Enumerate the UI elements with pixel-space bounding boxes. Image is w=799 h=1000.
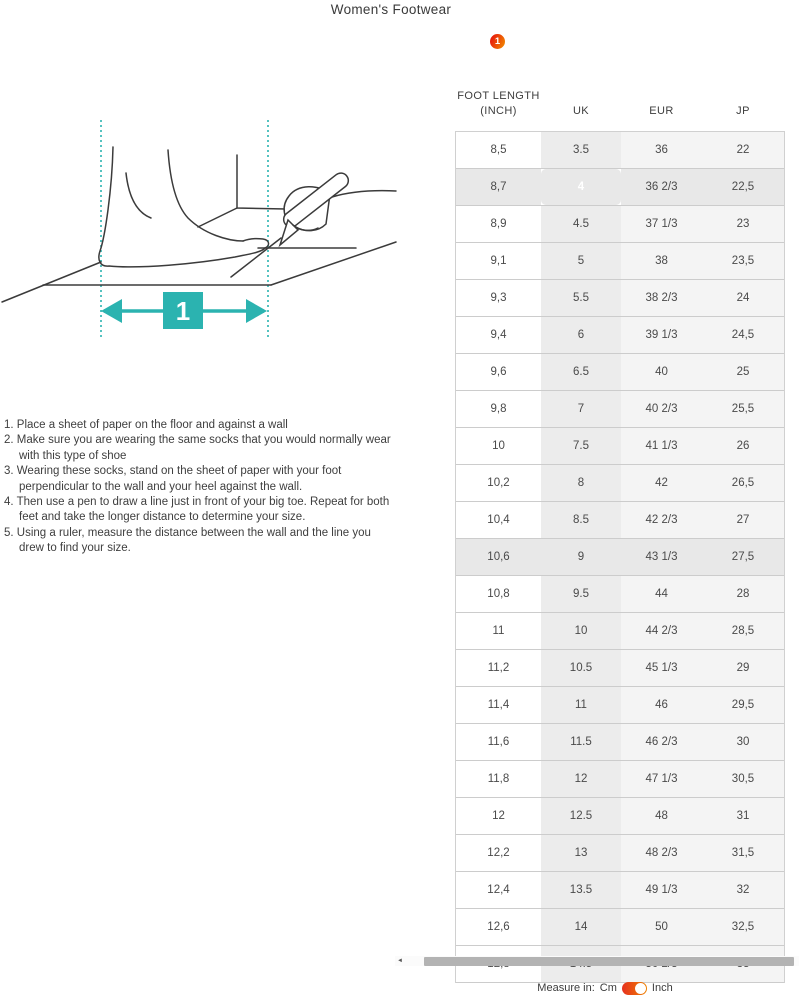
horizontal-scrollbar[interactable]: [395, 956, 799, 966]
eur-size-cell: 43 1/3: [621, 539, 702, 575]
foot-length-cell: 12: [456, 798, 541, 834]
size-table-row[interactable]: [456, 687, 784, 724]
arrow-right-head: [246, 299, 267, 323]
ankle-curve: [126, 173, 151, 218]
column-header-jp: JP: [736, 105, 750, 117]
step-1-badge: 1: [490, 34, 505, 49]
jp-size-cell: 26: [702, 428, 784, 464]
jp-size-cell: 30: [702, 724, 784, 760]
size-table-row[interactable]: [456, 169, 784, 206]
column-header-foot-length: [456, 89, 541, 119]
jp-size-cell: 23,5: [702, 243, 784, 279]
foot-length-cell: 9,8: [456, 391, 541, 427]
uk-size-cell[interactable]: 3.5: [541, 132, 621, 168]
foot-top-outline: [168, 150, 243, 241]
jp-size-cell: 28: [702, 576, 784, 612]
size-table-row[interactable]: [456, 132, 784, 169]
foot-length-cell: 11,4: [456, 687, 541, 723]
size-table-row[interactable]: [456, 872, 784, 909]
eur-size-cell: 36: [621, 132, 702, 168]
size-table-row[interactable]: [456, 317, 784, 354]
size-table-row[interactable]: [456, 280, 784, 317]
instruction-item: 3. Wearing these socks, stand on the sheet of paper with your foot perpendicular to the wall and your heel against the wall.: [4, 465, 342, 493]
uk-size-cell[interactable]: 5: [541, 243, 621, 279]
uk-size-cell[interactable]: 5.5: [541, 280, 621, 316]
size-table-row[interactable]: [456, 243, 784, 280]
jp-size-cell: 28,5: [702, 613, 784, 649]
foot-length-cell: 12,4: [456, 872, 541, 908]
step-1-box-label: 1: [175, 296, 191, 326]
eur-size-cell: 48 2/3: [621, 835, 702, 871]
eur-size-cell: 49 1/3: [621, 872, 702, 908]
foot-length-cell: 11: [456, 613, 541, 649]
foot-length-cell: 9,1: [456, 243, 541, 279]
uk-size-cell[interactable]: 14: [541, 909, 621, 945]
uk-size-cell[interactable]: 12: [541, 761, 621, 797]
size-table-row[interactable]: [456, 539, 784, 576]
arrow-left-head: [101, 299, 122, 323]
foot-length-cell: 8,7: [456, 169, 541, 205]
eur-size-cell: 50: [621, 909, 702, 945]
uk-size-cell[interactable]: 10: [541, 613, 621, 649]
size-table-row[interactable]: [456, 724, 784, 761]
uk-size-cell[interactable]: 7: [541, 391, 621, 427]
foot-length-cell: 11,2: [456, 650, 541, 686]
measure-arrow: [101, 292, 267, 329]
foot-length-label: FOOT LENGTH: [457, 90, 540, 102]
eur-size-cell: 46 2/3: [621, 724, 702, 760]
jp-size-cell: 30,5: [702, 761, 784, 797]
floor-edge-line: [2, 262, 101, 302]
foot-length-cell: 12,6: [456, 909, 541, 945]
foot-length-cell: 12,2: [456, 835, 541, 871]
jp-size-cell: 27: [702, 502, 784, 538]
uk-size-cell[interactable]: 13: [541, 835, 621, 871]
size-table-row[interactable]: [456, 761, 784, 798]
arm-line: [332, 191, 396, 197]
wall-corner-line: [237, 155, 286, 209]
instruction-item: 1. Place a sheet of paper on the floor and against a wall: [4, 419, 288, 431]
foot-length-cell: 9,6: [456, 354, 541, 390]
inch-label[interactable]: Inch: [651, 982, 673, 994]
scrollbar-thumb[interactable]: [424, 957, 794, 966]
eur-size-cell: 48: [621, 798, 702, 834]
uk-size-cell[interactable]: 11: [541, 687, 621, 723]
foot-measurement-diagram: [0, 100, 400, 350]
size-table-header: [456, 64, 784, 119]
eur-size-cell: 38 2/3: [621, 280, 702, 316]
size-table-row[interactable]: [456, 909, 784, 946]
uk-size-cell[interactable]: 10.5: [541, 650, 621, 686]
cm-label[interactable]: Cm: [599, 982, 617, 994]
unit-toggle-knob[interactable]: [635, 983, 646, 994]
column-header-uk: UK: [572, 105, 590, 117]
instruction-item: 4. Then use a pen to draw a line just in front of your big toe. Repeat for both feet and take the longer distance to determine your size.: [4, 496, 390, 524]
page-title: Women's Footwear: [330, 2, 452, 17]
uk-size-cell[interactable]: 6: [541, 317, 621, 353]
eur-size-cell: 47 1/3: [621, 761, 702, 797]
jp-size-cell: 23: [702, 206, 784, 242]
size-table-row[interactable]: [456, 798, 784, 835]
jp-size-cell: 24,5: [702, 317, 784, 353]
foot-length-cell: 11,6: [456, 724, 541, 760]
jp-size-cell: 22: [702, 132, 784, 168]
size-table-row[interactable]: [456, 428, 784, 465]
instructions-list: [4, 418, 396, 557]
jp-size-cell: 25: [702, 354, 784, 390]
foot-length-cell: 9,3: [456, 280, 541, 316]
size-table-row[interactable]: [456, 465, 784, 502]
eur-size-cell: 40 2/3: [621, 391, 702, 427]
instruction-item: 5. Using a ruler, measure the distance between the wall and the line you drew to find your size.: [4, 526, 371, 555]
uk-size-cell[interactable]: 9: [541, 539, 621, 575]
pen-drawn-line: [231, 238, 281, 277]
eur-size-cell: 44 2/3: [621, 613, 702, 649]
uk-size-cell[interactable]: 4.5: [541, 206, 621, 242]
jp-size-cell: 32,5: [702, 909, 784, 945]
eur-size-cell: 45 1/3: [621, 650, 702, 686]
jp-size-cell: 29: [702, 650, 784, 686]
foot-length-cell: 10,4: [456, 502, 541, 538]
uk-size-cell[interactable]: 4: [541, 169, 621, 205]
size-table-body: [455, 131, 785, 983]
eur-size-cell: 41 1/3: [621, 428, 702, 464]
foot-length-cell: 9,4: [456, 317, 541, 353]
eur-size-cell: 36 2/3: [621, 169, 702, 205]
wall-base-line: [198, 208, 237, 227]
scrollbar-left-arrow-icon[interactable]: ◄: [397, 958, 403, 964]
eur-size-cell: 39 1/3: [621, 317, 702, 353]
uk-size-cell[interactable]: 8: [541, 465, 621, 501]
size-table-row[interactable]: [456, 650, 784, 687]
size-table-row[interactable]: [456, 835, 784, 872]
foot-outline: [99, 147, 265, 267]
eur-size-cell: 40: [621, 354, 702, 390]
foot-length-cell: 10: [456, 428, 541, 464]
jp-size-cell: 26,5: [702, 465, 784, 501]
uk-size-cell[interactable]: 11.5: [541, 724, 621, 760]
unit-toggle[interactable]: [622, 982, 647, 995]
eur-size-cell: 42: [621, 465, 702, 501]
size-table-row[interactable]: [456, 354, 784, 391]
foot-length-cell: 10,2: [456, 465, 541, 501]
inch-unit-label: (INCH): [480, 105, 517, 117]
size-table-row[interactable]: [456, 576, 784, 613]
eur-size-cell: 44: [621, 576, 702, 612]
size-table-row[interactable]: [456, 613, 784, 650]
eur-size-cell: 37 1/3: [621, 206, 702, 242]
eur-size-cell: 38: [621, 243, 702, 279]
foot-length-cell: 10,8: [456, 576, 541, 612]
foot-length-cell: 8,9: [456, 206, 541, 242]
uk-size-cell[interactable]: 8.5: [541, 502, 621, 538]
hand-and-pen: [280, 170, 351, 245]
jp-size-cell: 27,5: [702, 539, 784, 575]
size-table-row[interactable]: [456, 391, 784, 428]
uk-size-cell[interactable]: 6.5: [541, 354, 621, 390]
jp-size-cell: 31,5: [702, 835, 784, 871]
line-art: [2, 147, 396, 302]
uk-size-cell[interactable]: 12.5: [541, 798, 621, 834]
jp-size-cell: 31: [702, 798, 784, 834]
column-header-eur: EUR: [649, 105, 674, 117]
jp-size-cell: 29,5: [702, 687, 784, 723]
jp-size-cell: 22,5: [702, 169, 784, 205]
foot-length-cell: 8,5: [456, 132, 541, 168]
size-table-row[interactable]: [456, 502, 784, 539]
eur-size-cell: 42 2/3: [621, 502, 702, 538]
uk-size-cell[interactable]: 13.5: [541, 872, 621, 908]
unit-footer: [440, 980, 770, 996]
toe-outline: [243, 239, 269, 248]
uk-size-cell[interactable]: 9.5: [541, 576, 621, 612]
eur-size-cell: 46: [621, 687, 702, 723]
jp-size-cell: 25,5: [702, 391, 784, 427]
foot-length-cell: 11,8: [456, 761, 541, 797]
jp-size-cell: 24: [702, 280, 784, 316]
measure-in-label: Measure in:: [537, 982, 595, 994]
instruction-item: 2. Make sure you are wearing the same socks that you would normally wear with this type of shoe: [4, 434, 391, 462]
foot-length-cell: 10,6: [456, 539, 541, 575]
uk-size-cell[interactable]: 7.5: [541, 428, 621, 464]
size-table-row[interactable]: [456, 206, 784, 243]
jp-size-cell: 32: [702, 872, 784, 908]
